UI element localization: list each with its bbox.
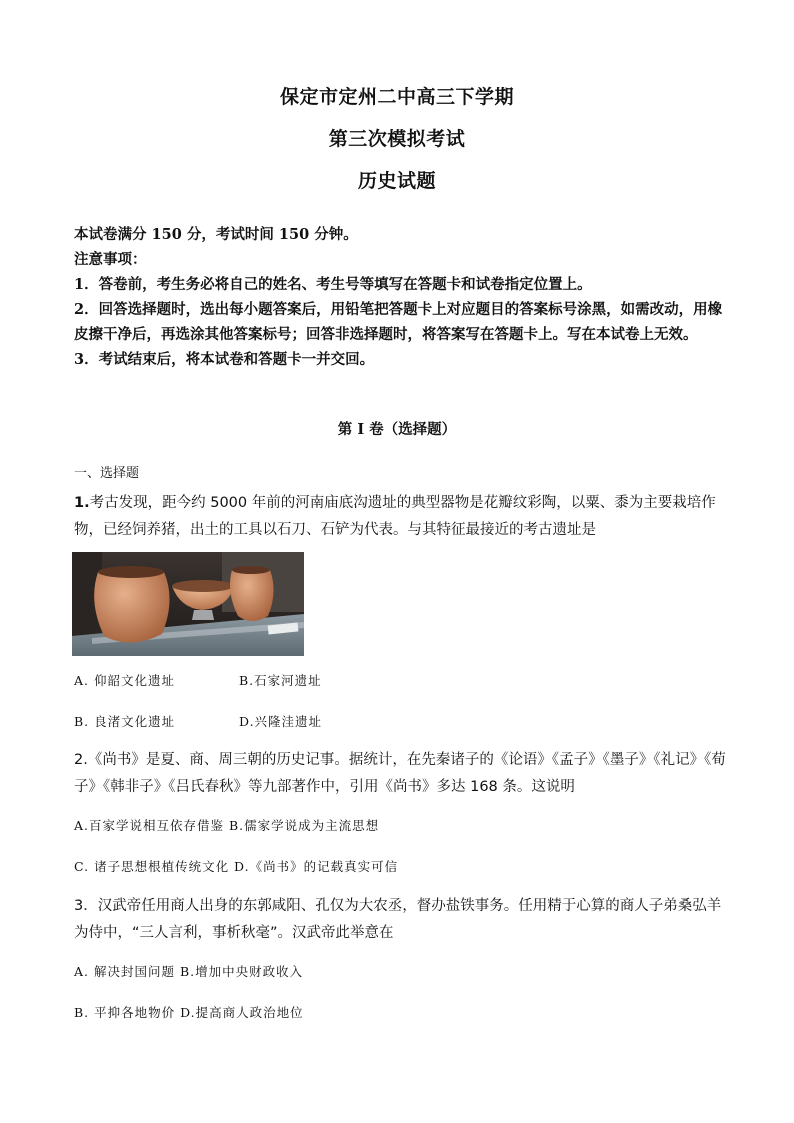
school-title: 保定市定州二中高三下学期 [279, 86, 514, 108]
notes-title: 注意事项： [74, 251, 147, 268]
question-2-text: 2.《尚书》是夏、商、周三朝的历史记事。据统计，在先秦诸子的《论语》《孟子》《墨子》《礼记》《荀子》《韩非子》《吕氏春秋》等九部著作中，引用《尚书》多达 168 条。这说明 [74, 752, 726, 795]
section-title: 第 I 卷（选择题） [337, 421, 457, 438]
subject-title: 历史试题 [357, 170, 436, 192]
question-1 [74, 490, 726, 544]
question-3-text: 3．汉武帝任用商人出身的东郭咸阳、孔仅为大农丞，督办盐铁事务。任用精于心算的商人子弟桑弘羊为侍中，“三人言利，事析秋毫”。汉武帝此举意在 [74, 898, 722, 941]
note-2: 2．回答选择题时，选出每小题答案后，用铅笔把答题卡上对应题目的答案标号涂黑，如需改动，用橡皮擦干净后，再选涂其他答案标号；回答非选择题时，将答案写在答题卡上。写在本试卷上无效。 [74, 301, 723, 343]
q1-option-d: D.兴隆洼遗址 [239, 714, 323, 729]
question-3 [74, 893, 726, 947]
q1-option-a: A. 仰韶文化遗址 [74, 673, 175, 688]
question-2 [74, 747, 726, 801]
q1-option-b: B.石家河遗址 [239, 673, 322, 688]
exam-title: 第三次模拟考试 [328, 128, 466, 150]
score-info: 本试卷满分 150 分，考试时间 150 分钟。 [74, 226, 358, 243]
q1-option-c: B. 良渚文化遗址 [74, 714, 176, 729]
q2-options-cd: C. 诸子思想根植传统文化 D.《尚书》的记载真实可信 [74, 859, 399, 874]
instructions-block [74, 222, 724, 372]
note-3: 3．考试结束后，将本试卷和答题卡一并交回。 [74, 351, 375, 368]
question-1-text: 考古发现，距今约 5000 年前的河南庙底沟遗址的典型器物是花瓣纹彩陶，以粟、黍为主要栽培作物，已经饲养猪，出土的工具以石刀、石铲为代表。与其特征最接近的考古遗址是 [74, 495, 716, 538]
question-1-number: 1. [74, 495, 90, 511]
part-title: 一、选择题 [74, 466, 140, 481]
pottery-photo [72, 552, 304, 656]
q2-options-ab: A.百家学说相互依存借鉴 B.儒家学说成为主流思想 [74, 818, 380, 833]
q3-options-cd: B. 平抑各地物价 D.提高商人政治地位 [74, 1005, 304, 1020]
q3-options-ab: A. 解决封国问题 B.增加中央财政收入 [74, 964, 304, 979]
note-1: 1．答卷前，考生务必将自己的姓名、考生号等填写在答题卡和试卷指定位置上。 [74, 276, 592, 293]
